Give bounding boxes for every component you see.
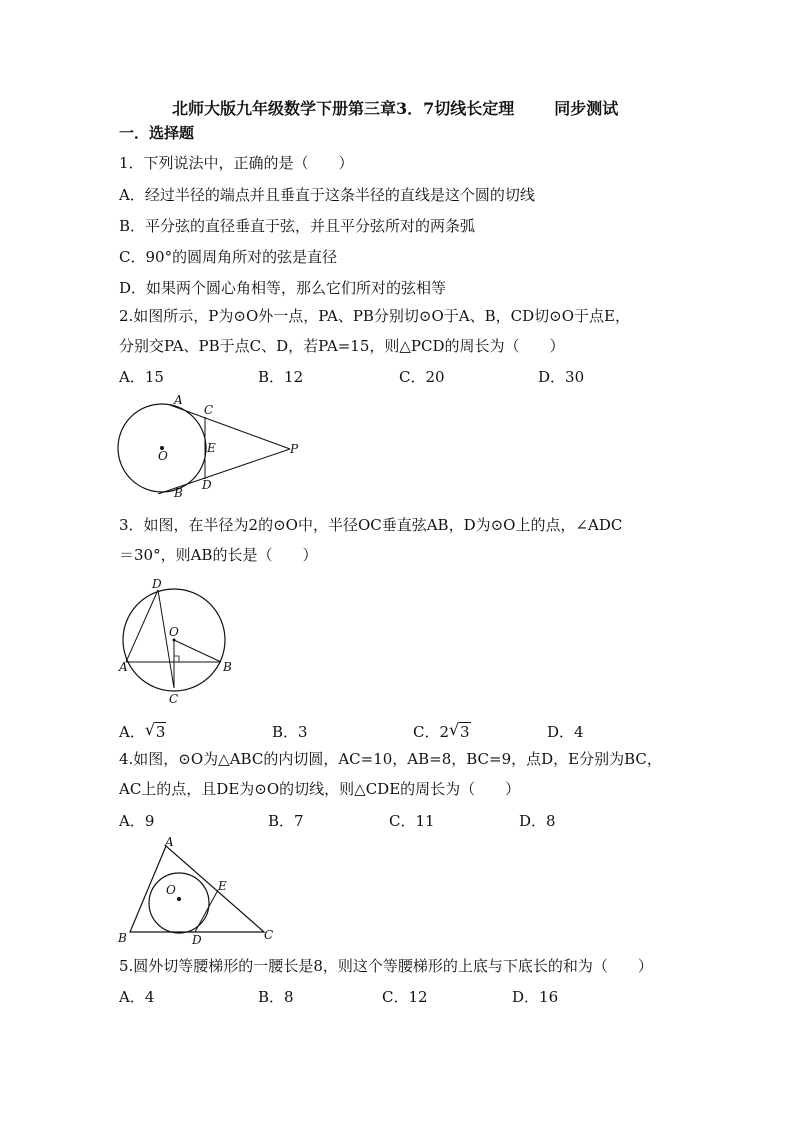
q4-triangle-abc <box>130 846 264 932</box>
q2-label-p: P <box>290 442 299 456</box>
q1-option-a: A．经过半径的端点并且垂直于这条半径的直线是这个圆的切线 <box>119 186 535 204</box>
q3-label-c: C <box>169 692 179 706</box>
q4-label-o: O <box>166 883 176 897</box>
q5-option-d: D．16 <box>512 988 559 1006</box>
q4-figure <box>114 836 284 948</box>
q4-label-d: D <box>192 933 202 947</box>
q3-right-angle-mark <box>174 656 179 662</box>
section-heading: 一．选择题 <box>119 124 195 142</box>
q4-option-d: D．8 <box>519 812 556 830</box>
title-sub: 同步测试 <box>554 99 619 118</box>
q4-tangent-de <box>195 890 218 932</box>
q2-option-c: C．20 <box>399 368 445 386</box>
q5-option-c: C．12 <box>382 988 428 1006</box>
q4-option-a: A．9 <box>119 812 155 830</box>
title-main: 北师大版九年级数学下册第三章3．7切线长定理 <box>172 99 515 118</box>
q1-option-b: B．平分弦的直径垂直于弦，并且平分弦所对的两条弧 <box>119 217 476 235</box>
q3-label-o: O <box>169 625 179 639</box>
q2-label-a: A <box>174 393 183 407</box>
q2-label-o: O <box>158 449 168 463</box>
q2-option-b: B．12 <box>258 368 304 386</box>
q1-option-d: D．如果两个圆心角相等，那么它们所对的弦相等 <box>119 279 447 297</box>
q2-option-a: A．15 <box>119 368 164 386</box>
q2-stem-line1: 2.如图所示，P为⊙O外一点，PA、PB分别切⊙O于A、B，CD切⊙O于点E， <box>119 307 630 325</box>
q3-stem-line1: 3．如图，在半径为2的⊙O中，半径OC垂直弦AB，D为⊙O上的点，∠ADC <box>119 516 623 534</box>
q4-option-b: B．7 <box>268 812 304 830</box>
q3-option-c: C．2 √ 3 <box>413 720 470 741</box>
q5-option-a: A．4 <box>119 988 155 1006</box>
q2-figure <box>110 393 310 503</box>
q4-option-c: C．11 <box>389 812 435 830</box>
q2-tangent-pa <box>170 405 290 449</box>
q1-stem: 1．下列说法中，正确的是（ ） <box>119 154 354 172</box>
q4-center-dot <box>177 897 181 901</box>
q2-label-b: B <box>174 486 183 500</box>
q3-line-dc <box>158 590 174 688</box>
q3-stem-line2: ＝30°，则AB的长是（ ） <box>119 546 318 564</box>
sqrt-symbol: √ 3 <box>449 720 470 741</box>
q3-label-a: A <box>119 660 128 674</box>
q5-stem: 5.圆外切等腰梯形的一腰长是8，则这个等腰梯形的上底与下底长的和为（ ） <box>119 957 653 975</box>
q4-stem-line2: AC上的点，且DE为⊙O的切线，则△CDE的周长为（ ） <box>119 780 521 798</box>
q3-option-a: A． √ 3 <box>119 720 166 741</box>
page-title <box>172 96 618 119</box>
q2-label-c: C <box>204 403 214 417</box>
sqrt-symbol: √ 3 <box>144 720 166 741</box>
q3-option-d: D．4 <box>547 723 584 741</box>
q1-option-c: C．90°的圆周角所对的弦是直径 <box>119 248 338 266</box>
q5-option-b: B．8 <box>258 988 294 1006</box>
q4-label-a: A <box>165 835 174 849</box>
q3-option-b: B．3 <box>272 723 308 741</box>
q2-label-e: E <box>207 441 216 455</box>
q4-label-b: B <box>118 931 127 945</box>
q4-label-e: E <box>218 879 227 893</box>
q3-radius-ob <box>174 640 221 662</box>
q2-stem-line2: 分别交PA、PB于点C、D，若PA=15，则△PCD的周长为（ ） <box>119 337 565 355</box>
q2-option-d: D．30 <box>538 368 585 386</box>
q3-label-d: D <box>152 577 162 591</box>
q4-stem-line1: 4.如图，⊙O为△ABC的内切圆，AC=10，AB=8，BC=9，点D，E分别为BC， <box>119 750 662 768</box>
q4-label-c: C <box>264 928 274 942</box>
q3-label-b: B <box>223 660 232 674</box>
q2-label-d: D <box>202 478 212 492</box>
q3-figure <box>112 576 242 706</box>
q4-incircle <box>149 873 209 933</box>
